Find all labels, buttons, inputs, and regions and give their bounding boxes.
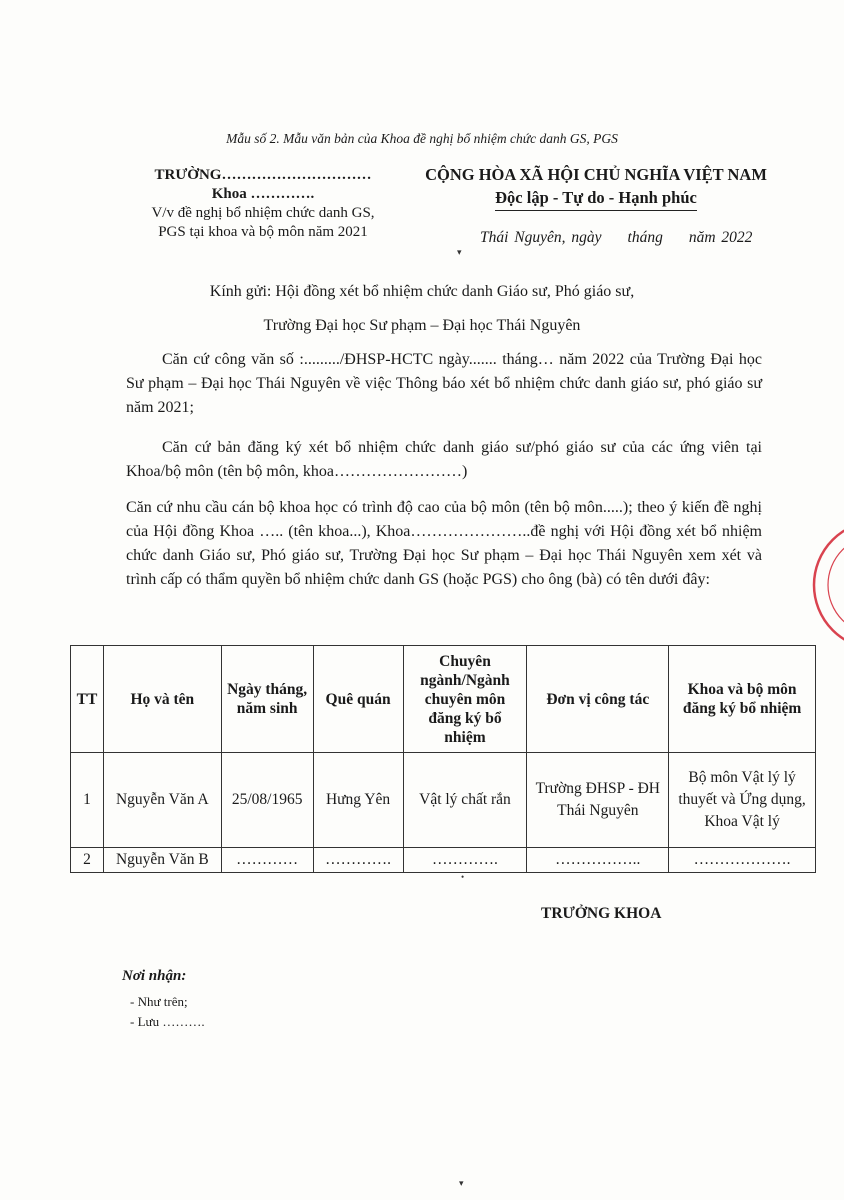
form-note: Mẫu số 2. Mẫu văn bản của Khoa đề nghị bổ nhiệm chức danh GS, PGS (226, 131, 618, 146)
date-month: tháng (627, 229, 663, 246)
subject-line-2: PGS tại khoa và bộ môn năm 2021 (158, 224, 368, 240)
date-line (480, 229, 778, 247)
cell-birthdate: ………… (221, 848, 313, 873)
cell-workplace: Trường ĐHSP - ĐH Thái Nguyên (527, 753, 669, 848)
recipient-line-2: Trường Đại học Sư phạm – Đại học Thái Nguyên (263, 317, 581, 334)
col-header-name: Họ và tên (103, 646, 221, 753)
national-motto: Độc lập - Tự do - Hạnh phúc (495, 186, 697, 211)
cell-birthdate: 25/08/1965 (221, 753, 313, 848)
cell-index: 1 (71, 753, 104, 848)
cell-major: …………. (403, 848, 527, 873)
table-header-row (71, 646, 816, 753)
recipient-item: - Như trên; (130, 994, 188, 1009)
subject-line-1: V/v đề nghị bổ nhiệm chức danh GS, (151, 205, 375, 221)
paragraph-3: Căn cứ nhu cầu cán bộ khoa học có trình độ cao của bộ môn (tên bộ môn.....); theo ý kiến đề nghị của Hội đồng Khoa ….. (tên khoa...), Khoa…………………..đề nghị với Hội đồng xét bổ nhiệm chức danh Giáo sư, Phó giáo sư, Trường Đại học Sư phạm – Đại học Thái Nguyên xem xét và trình cấp có thẩm quyền bổ nhiệm chức danh GS (hoặc PGS) cho ông (bà) có tên dưới đây: (126, 499, 762, 588)
recipient-item: - Lưu ………. (130, 1014, 205, 1029)
cell-faculty: ………………. (669, 848, 816, 873)
col-header-workplace: Đơn vị công tác (527, 646, 669, 753)
scan-mark: ▾ (459, 1178, 464, 1188)
cell-name: Nguyễn Văn B (103, 848, 221, 873)
issuer-header (118, 166, 408, 242)
table-row (71, 848, 816, 873)
col-header-hometown: Quê quán (313, 646, 403, 753)
table-row (71, 753, 816, 848)
signature-title: TRƯỞNG KHOA (541, 905, 662, 922)
school-name: TRƯỜNG………………………… (154, 167, 372, 183)
paragraph-2: Căn cứ bản đăng ký xét bổ nhiệm chức danh giáo sư/phó giáo sư của các ứng viên tại Khoa/bộ môn (tên bộ môn, khoa……………………) (126, 439, 762, 480)
col-header-index: TT (71, 646, 104, 753)
col-header-faculty: Khoa và bộ môn đăng ký bổ nhiệm (669, 646, 816, 753)
stamp-fragment (808, 515, 844, 655)
recipient-line-1: Kính gửi: Hội đồng xét bổ nhiệm chức danh Giáo sư, Phó giáo sư, (209, 283, 635, 300)
cell-index: 2 (71, 848, 104, 873)
national-header (410, 163, 782, 211)
cell-name: Nguyễn Văn A (103, 753, 221, 848)
cell-hometown: Hưng Yên (313, 753, 403, 848)
col-header-birthdate: Ngày tháng, năm sinh (221, 646, 313, 753)
candidate-table (70, 645, 816, 873)
cell-hometown: …………. (313, 848, 403, 873)
nation-name: CỘNG HÒA XÃ HỘI CHỦ NGHĨA VIỆT NAM (425, 165, 767, 184)
recipients-label: Nơi nhận: (122, 968, 187, 984)
col-header-major: Chuyên ngành/Ngành chuyên môn đăng ký bổ nhiệm (403, 646, 527, 753)
paragraph-1: Căn cứ công văn số :........./ĐHSP-HCTC ngày....... tháng… năm 2022 của Trường Đại học Sư phạm – Đại học Thái Nguyên về việc Thông báo xét bổ nhiệm chức danh giáo sư, phó giáo sư năm 2021; (126, 351, 762, 416)
cell-faculty: Bộ môn Vật lý lý thuyết và Ứng dụng, Khoa Vật lý (669, 753, 816, 848)
date-place: Thái Nguyên, ngày (480, 229, 602, 246)
date-year: năm 2022 (688, 229, 753, 246)
faculty-name: Khoa …………. (211, 186, 315, 202)
scan-mark: • (461, 872, 465, 882)
cell-workplace: …………….. (527, 848, 669, 873)
cell-major: Vật lý chất rắn (403, 753, 527, 848)
scan-mark: ▾ (457, 247, 462, 257)
